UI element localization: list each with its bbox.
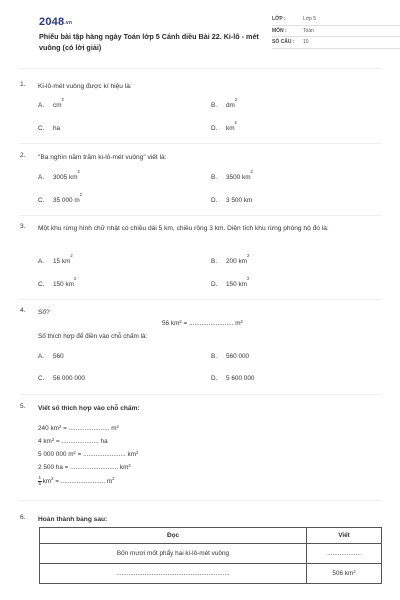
- fill-sup: 2: [136, 449, 139, 455]
- fill-line-fraction[interactable]: [38, 476, 115, 486]
- option-label: B.: [211, 258, 218, 265]
- worksheet-title: Phiếu bài tập hàng ngày Toán lớp 5 Cánh diều Bài 22. Ki-lô - mét vuông (có lời giải): [39, 32, 259, 52]
- option-sup: 2: [61, 96, 64, 102]
- option-text: ha: [53, 125, 61, 132]
- option-text: 3 500 km: [226, 197, 253, 204]
- table-header-row: [40, 528, 382, 544]
- fill-right: = ....................... m: [61, 425, 117, 432]
- question-number: 2.: [20, 152, 26, 159]
- logo-suffix: .vn: [64, 20, 73, 26]
- option-text: dm: [226, 102, 235, 109]
- option-d[interactable]: [211, 375, 254, 382]
- fraction-numerator: 1: [38, 475, 42, 480]
- option-label: C.: [38, 197, 45, 204]
- divider: [20, 500, 382, 501]
- option-sup: 2: [79, 191, 82, 197]
- fill-sup: 2: [73, 449, 76, 455]
- table-cell-read[interactable]: ................................................................: [40, 564, 307, 584]
- option-b[interactable]: [211, 252, 250, 265]
- expr-left: 56 km: [162, 320, 180, 327]
- table-cell-write: [307, 564, 382, 584]
- option-text: 150 km: [226, 281, 247, 288]
- question-text: Hoàn thành bảng sau:: [38, 516, 108, 523]
- question-number: 6.: [20, 514, 26, 521]
- cell-text: ...................: [327, 550, 361, 557]
- conversion-expression: [162, 320, 243, 327]
- question-2: [20, 152, 382, 163]
- meta-row-class: [272, 14, 400, 26]
- option-label: A.: [38, 174, 45, 181]
- option-text: 150 km: [53, 281, 74, 288]
- option-label: C.: [38, 375, 45, 382]
- question-text: Số?: [38, 309, 50, 316]
- worksheet-meta: [272, 14, 400, 49]
- table-cell-write[interactable]: [307, 544, 382, 564]
- option-sup: 2: [246, 252, 250, 258]
- site-logo[interactable]: [39, 16, 72, 28]
- question-text: Viết số thích hợp vào chỗ chấm:: [38, 405, 140, 412]
- table-row: [40, 564, 382, 584]
- question-3: [20, 223, 382, 234]
- table-cell-read: Bốn mươi mốt phẩy hai ki-lô-mét vuông: [40, 544, 307, 564]
- question-text: Ki-lô-mét vuông được kí hiệu là:: [38, 83, 132, 90]
- option-label: A.: [38, 258, 45, 265]
- option-label: B.: [211, 353, 218, 360]
- meta-label: MÔN :: [272, 27, 287, 34]
- option-sup: 2: [234, 96, 238, 102]
- meta-row-count: [272, 37, 400, 49]
- fill-left: 2 500 ha =: [38, 464, 71, 471]
- table-row: [40, 544, 382, 564]
- meta-label: LỚP :: [272, 16, 286, 23]
- fill-line[interactable]: [38, 425, 119, 432]
- divider: [20, 143, 382, 144]
- option-d[interactable]: [211, 119, 237, 132]
- fill-left: 4 km: [38, 438, 52, 445]
- option-text: 3005 km: [53, 174, 78, 181]
- option-sup: 2: [70, 252, 73, 258]
- meta-value: Lớp 5: [303, 16, 317, 23]
- question-text: "Ba nghìn năm trăm ki-lô-mét vuông" viết là:: [38, 154, 167, 161]
- option-sup: 2: [73, 275, 77, 281]
- table-header-read: Đọc: [40, 528, 307, 544]
- question-number: 3.: [20, 223, 26, 230]
- option-d[interactable]: [211, 275, 250, 288]
- option-label: D.: [211, 281, 218, 288]
- expr-sup: 2: [179, 318, 182, 324]
- expr-sup: 2: [240, 318, 243, 324]
- divider: [20, 68, 382, 69]
- header: [20, 0, 380, 58]
- option-label: C.: [38, 125, 45, 132]
- question-6: [20, 514, 382, 525]
- divider: [20, 215, 382, 216]
- cell-text: 506 km: [332, 570, 354, 577]
- question-number: 5.: [20, 403, 26, 410]
- expr-right: = ......................... m: [181, 320, 241, 327]
- option-sup: 2: [77, 168, 80, 174]
- option-text: cm: [53, 102, 62, 109]
- fill-line[interactable]: [38, 451, 138, 458]
- fill-right: = ......................... m: [53, 477, 113, 485]
- option-b[interactable]: [211, 96, 238, 109]
- option-label: A.: [38, 353, 45, 360]
- option-label: D.: [211, 125, 218, 132]
- option-c[interactable]: [38, 275, 77, 288]
- fill-sup: 2: [51, 476, 54, 482]
- option-b[interactable]: [211, 353, 249, 360]
- option-text: 3500 km: [226, 174, 251, 181]
- option-c[interactable]: [38, 125, 60, 132]
- option-text: 15 km: [53, 258, 71, 265]
- question-subtext: Số thích hợp để điền vào chỗ chấm là:: [38, 333, 148, 340]
- option-label: D.: [211, 197, 218, 204]
- cell-sup: 2: [353, 568, 356, 574]
- question-number: 1.: [20, 81, 26, 88]
- fill-sup: 2: [51, 436, 55, 442]
- option-d[interactable]: [211, 197, 252, 204]
- fill-sup: 2: [58, 423, 62, 429]
- option-label: D.: [211, 375, 218, 382]
- fraction: [38, 476, 42, 486]
- fill-left: 240 km: [38, 425, 59, 432]
- fill-sup: 2: [128, 462, 131, 468]
- option-sup: 2: [234, 119, 237, 125]
- fill-right: = ........................ km: [75, 451, 137, 458]
- fraction-denominator: 5: [38, 480, 42, 486]
- fill-sup: 2: [112, 476, 115, 482]
- fill-left: 5 000 000 m: [38, 451, 74, 458]
- option-label: A.: [38, 102, 45, 109]
- question-1: [20, 81, 382, 92]
- table-header-write: Viết: [307, 528, 382, 544]
- divider: [20, 394, 382, 395]
- question-number: 4.: [20, 307, 26, 314]
- option-text: km: [226, 125, 235, 132]
- option-b[interactable]: [211, 168, 253, 181]
- meta-label: SỐ CÂU :: [272, 39, 295, 46]
- question-text: Một khu rừng hình chữ nhật có chiều dài 5 km, chiều rộng 3 km. Diện tích khu rừng phòng hộ đó là:: [38, 225, 329, 232]
- fill-left: km: [42, 477, 52, 485]
- option-label: C.: [38, 281, 45, 288]
- meta-value: Toán: [303, 27, 314, 34]
- option-text: 35 000 m: [53, 197, 80, 204]
- option-text: 200 km: [226, 258, 247, 265]
- option-label: B.: [211, 102, 218, 109]
- fill-line[interactable]: [38, 464, 131, 471]
- logo-text: 2048: [39, 16, 65, 28]
- fill-right: = ..................... ha: [54, 438, 108, 445]
- option-a[interactable]: [38, 96, 64, 109]
- option-sup: 2: [246, 275, 250, 281]
- fill-line[interactable]: [38, 438, 108, 445]
- meta-value: 10: [303, 39, 309, 46]
- option-text: 56 000 000: [53, 375, 85, 382]
- option-a[interactable]: [38, 252, 73, 265]
- fill-right: ........................... km: [70, 464, 129, 471]
- meta-row-subject: [272, 26, 400, 38]
- option-a[interactable]: [38, 168, 80, 181]
- conversion-table: [39, 527, 382, 584]
- divider: [20, 299, 382, 300]
- option-text: 560 000: [226, 353, 250, 360]
- option-c[interactable]: [38, 191, 82, 204]
- question-4: [20, 307, 382, 318]
- fill-sup: 2: [116, 423, 119, 429]
- option-a[interactable]: [38, 353, 64, 360]
- option-text: 5 600 000: [226, 375, 255, 382]
- option-text: 560: [53, 353, 64, 360]
- option-label: B.: [211, 174, 218, 181]
- question-5: [20, 403, 382, 414]
- option-sup: 2: [250, 168, 253, 174]
- option-c[interactable]: [38, 375, 85, 382]
